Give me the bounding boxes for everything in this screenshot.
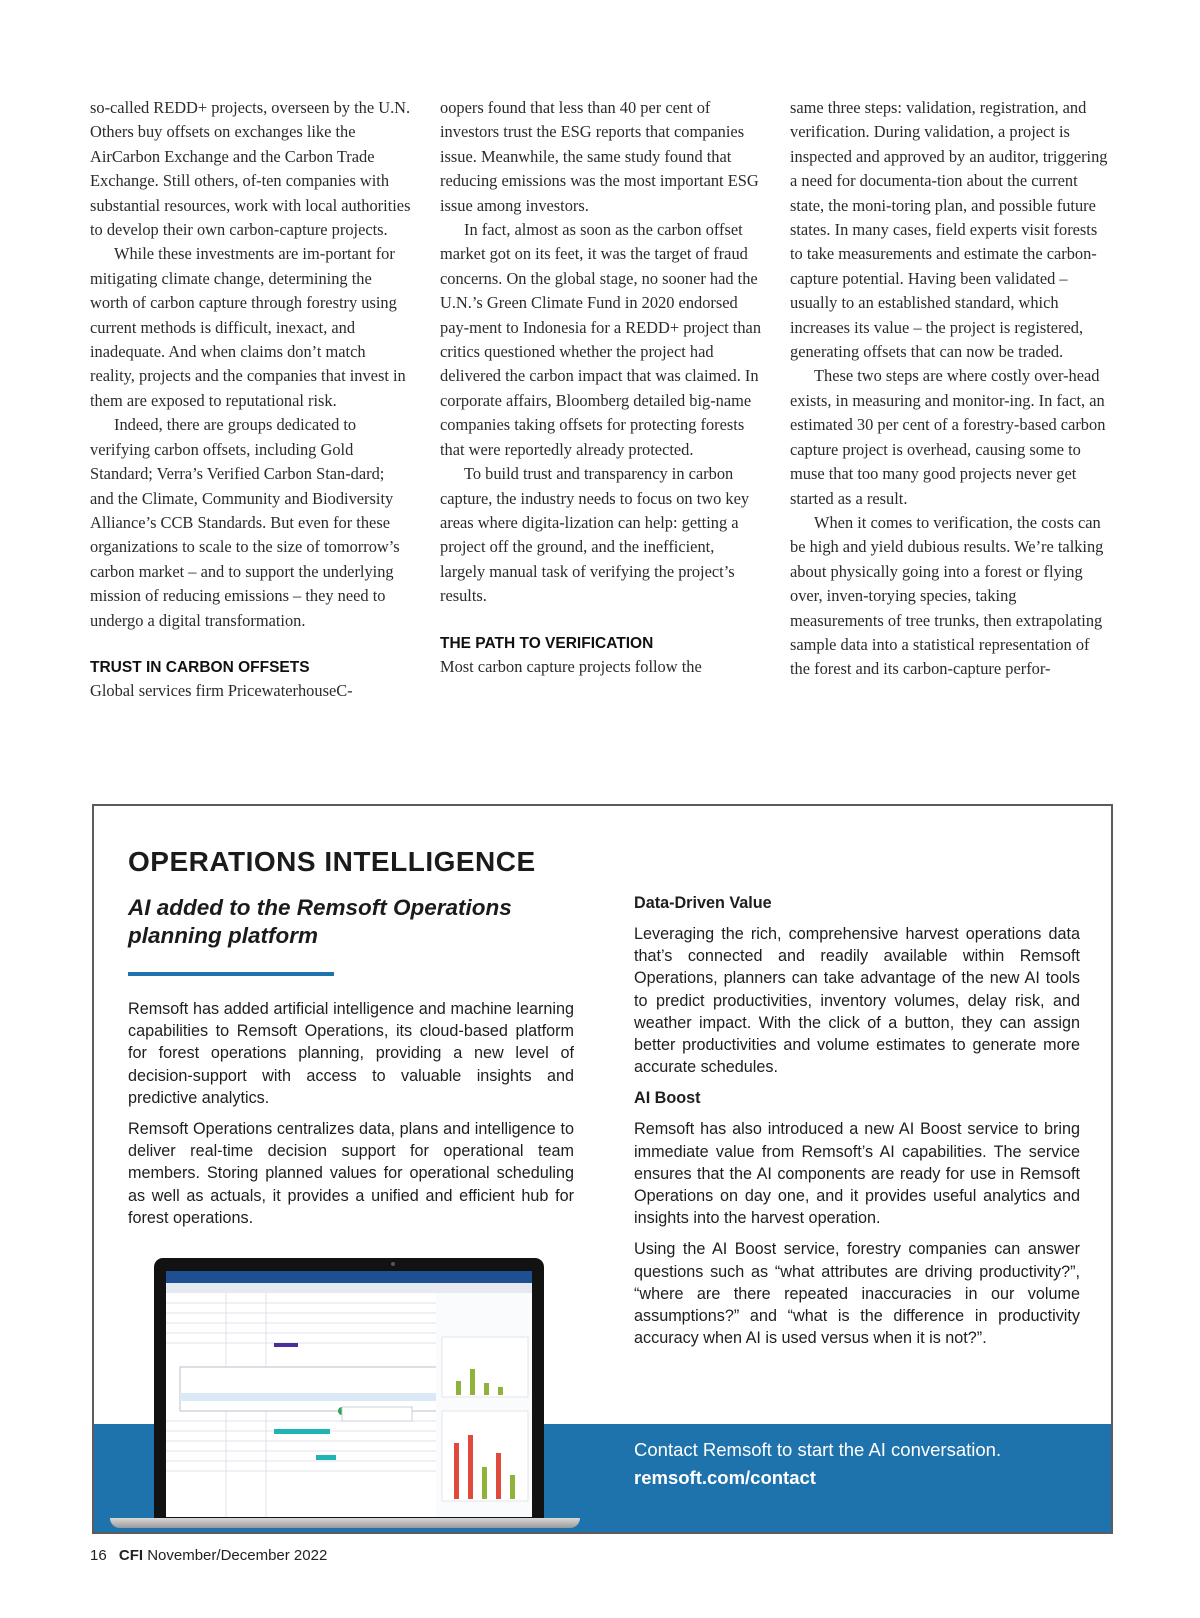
chart-bar	[454, 1443, 459, 1499]
chart-bar	[510, 1475, 515, 1499]
section-heading-trust: TRUST IN CARBON OFFSETS	[90, 658, 310, 676]
article-paragraph: To build trust and transparency in carbon capture, the industry needs to focus on two key areas where digita-lization can help: getting a project off the ground, and the inefficient, largely manual task of verifying the project’s results.	[440, 464, 750, 606]
chart-bar	[498, 1387, 503, 1395]
ai-suggestion-popup	[180, 1367, 448, 1411]
ad-left-text	[128, 998, 574, 1238]
article-paragraph: so-called REDD+ projects, overseen by the U.N. Others buy offsets on exchanges like the AirCarbon Exchange and the Carbon Trade Exchange. Still others, of-ten companies with substantial resources, work with local authorities to develop their own carbon-capture projects.	[90, 98, 411, 240]
gantt-bar-teal	[274, 1429, 330, 1434]
ad-heading-data-driven-value: Data-Driven Value	[634, 894, 772, 912]
ad-paragraph: Remsoft has added artificial intelligence and machine learning capabilities to Remsoft Operations, its cloud-based platform for forest operations planning, providing a new level of decision-support with access to valuable insights and predictive analytics.	[128, 1000, 574, 1107]
webcam-icon	[391, 1262, 395, 1266]
gantt-bar-teal-small	[316, 1455, 336, 1460]
ad-right-text	[634, 892, 1080, 1358]
ad-paragraph: Leveraging the rich, comprehensive harvest operations data that’s connected and readily available within Remsoft Operations, planners can take advantage of the new AI tools to predict productivities, inventory volumes, delay risk, and weather impact. With the click of a button, they can assign better productivities and volume estimates to generate more accurate schedules.	[634, 925, 1080, 1077]
magazine-brand: CFI	[118, 1547, 144, 1564]
chart-bar	[482, 1467, 487, 1499]
section-heading-verification: THE PATH TO VERIFICATION	[440, 634, 654, 652]
page-footer	[90, 1547, 327, 1564]
page-number: 16	[90, 1547, 107, 1564]
article-paragraph: oopers found that less than 40 per cent of investors trust the ESG reports that companies issue. Meanwhile, the same study found that reducing emissions was the most important ESG issue among investors.	[440, 98, 759, 215]
ad-paragraph: Remsoft Operations centralizes data, plans and intelligence to deliver real-time decision support for operational team members. Storing planned values for operational scheduling as well as actuals, it provides a unified and efficient hub for forest operations.	[128, 1120, 574, 1227]
app-toolbar	[166, 1283, 532, 1293]
contact-text: Contact Remsoft to start the AI conversation.	[634, 1439, 1002, 1460]
chart-bar	[484, 1383, 489, 1395]
article-column-1	[90, 96, 412, 703]
chart-bar	[456, 1381, 461, 1395]
chart-bar	[468, 1435, 473, 1499]
accepted-tooltip	[342, 1407, 412, 1421]
article-paragraph: Global services firm PricewaterhouseC-	[90, 680, 353, 700]
ad-paragraph: Using the AI Boost service, forestry companies can answer questions such as “what attributes are driving productivity?”, “where are there repeated inaccuracies in our volume assumptions?” and “what is the difference in productivity accuracy when AI is used versus when it is not?”.	[634, 1240, 1080, 1348]
article-paragraph: Most carbon capture projects follow the	[440, 656, 702, 676]
gantt-bar-purple	[274, 1343, 298, 1347]
article-paragraph: In fact, almost as soon as the carbon offset market got on its feet, it was the target of fraud concerns. On the global stage, no sooner had the U.N.’s Green Climate Fund in 2020 endorsed pay-ment to Indonesia for a REDD+ project than critics questioned whether the project had delivered the carbon impact that was claimed. In corporate affairs, Bloomberg detailed big-name companies taking offsets for protecting forests that were reportedly already protected.	[440, 220, 762, 459]
ad-subtitle: AI added to the Remsoft Operations planning platform	[128, 895, 512, 948]
laptop-screen	[166, 1271, 532, 1517]
ad-contact	[634, 1436, 1001, 1492]
ad-heading-ai-boost: AI Boost	[634, 1089, 701, 1108]
app-title-bar	[166, 1271, 532, 1283]
ad-title: OPERATIONS INTELLIGENCE	[128, 846, 536, 877]
app-screenshot-illustration	[166, 1271, 532, 1517]
ad-accent-rule	[128, 972, 334, 976]
article-paragraph: These two steps are where costly over-head exists, in measuring and monitor-ing. In fact, an estimated 30 per cent of a forestry-based carbon capture project is overhead, causing some to muse that too many good projects never get started as a result.	[790, 366, 1106, 508]
chart-bar	[470, 1369, 475, 1395]
article-column-3	[790, 96, 1112, 682]
remsoft-advertisement	[92, 804, 1113, 1534]
laptop-base	[110, 1518, 580, 1528]
article-paragraph: same three steps: validation, registration, and verification. During validation, a project is inspected and approved by an auditor, triggering a need for documenta-tion about the current state, the moni-toring plan, and possible future states. In many cases, field experts visit forests to take measurements and estimate the carbon-capture potential. Having been validated – usually to an established standard, which increases its value – the project is registered, generating offsets that can now be traded.	[790, 98, 1108, 362]
laptop-screenshot-image	[110, 1258, 580, 1534]
chart-bar	[496, 1453, 501, 1499]
article-paragraph: Indeed, there are groups dedicated to verifying carbon offsets, including Gold Standard; Verra’s Verified Carbon Stan-dard; and the Climate, Community and Biodiversity Alliance’s CCB Standards. But even for these organizations to scale to the size of tomorrow’s carbon market – and to support the underlying mission of reducing emissions – they need to undergo a digital transformation.	[90, 415, 400, 630]
ad-paragraph: Remsoft has also introduced a new AI Boost service to bring immediate value from Remsoft’s AI capabilities. The service ensures that the AI components are ready for use in Remsoft Operations on day one, and it provides useful analytics and insights into the harvest operation.	[634, 1120, 1080, 1228]
popup-highlight-row	[180, 1393, 448, 1401]
issue-date: November/December 2022	[147, 1547, 328, 1564]
contact-link[interactable]: remsoft.com/contact	[634, 1467, 816, 1488]
article-paragraph: While these investments are im-portant for mitigating climate change, determining the worth of carbon capture through forestry using current methods is difficult, inexact, and inadequate. And when claims don’t match reality, projects and the companies that invest in them are exposed to reputational risk.	[90, 244, 406, 410]
article-column-2	[440, 96, 762, 679]
article-paragraph: When it comes to verification, the costs can be high and yield dubious results. We’re talking about physically going into a forest or flying over, inven-torying species, taking measurements of tree trunks, then extrapolating sample data into a statistical representation of the forest and its carbon-capture perfor-	[790, 512, 1104, 679]
